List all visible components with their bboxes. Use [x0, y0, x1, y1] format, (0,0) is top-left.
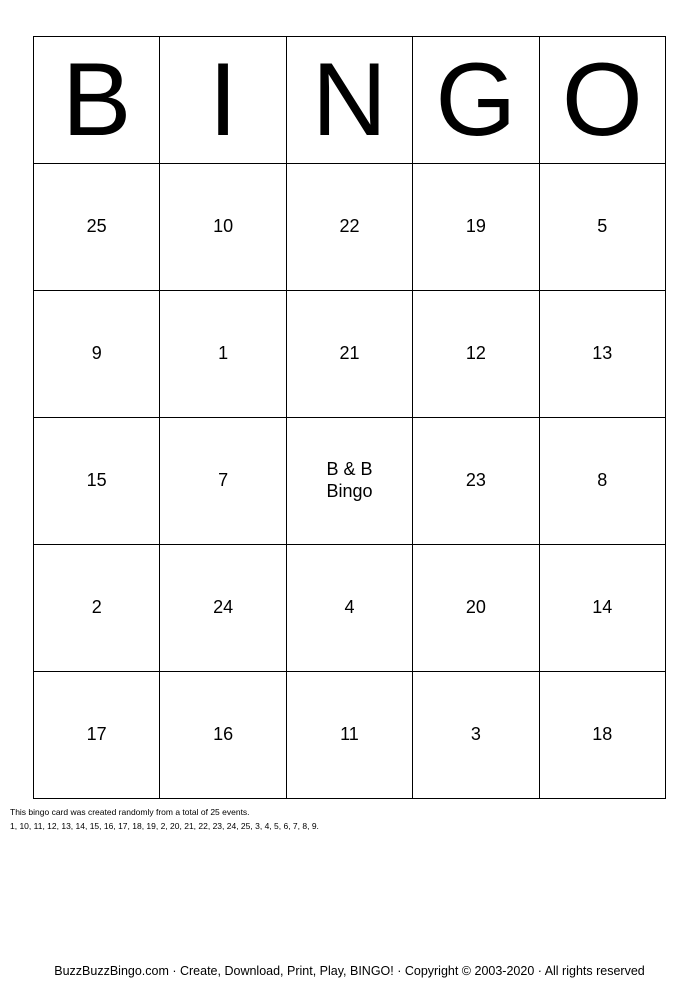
- bingo-card: [33, 36, 666, 799]
- free-space-cell: B & B Bingo: [286, 418, 412, 545]
- card-cell: 9: [34, 291, 160, 418]
- header-letter-i: I: [160, 37, 286, 164]
- card-cell: 1: [160, 291, 286, 418]
- header-letter-b: B: [34, 37, 160, 164]
- card-cell: 16: [160, 672, 286, 799]
- header-row: [34, 37, 666, 164]
- card-row-1: [34, 164, 666, 291]
- header-letter-n: N: [286, 37, 412, 164]
- card-cell: 3: [413, 672, 539, 799]
- card-cell: 7: [160, 418, 286, 545]
- card-row-4: [34, 545, 666, 672]
- card-cell: 2: [34, 545, 160, 672]
- card-cell: 11: [286, 672, 412, 799]
- card-cell: 25: [34, 164, 160, 291]
- card-cell: 13: [539, 291, 665, 418]
- card-cell: 14: [539, 545, 665, 672]
- card-cell: 5: [539, 164, 665, 291]
- card-cell: 22: [286, 164, 412, 291]
- page-footer: BuzzBuzzBingo.com · Create, Download, Print, Play, BINGO! · Copyright © 2003-2020 · All rights reserved: [54, 964, 645, 978]
- header-letter-g: G: [413, 37, 539, 164]
- card-cell: 18: [539, 672, 665, 799]
- card-cell: 19: [413, 164, 539, 291]
- header-letter-o: O: [539, 37, 665, 164]
- card-row-2: [34, 291, 666, 418]
- card-cell: 17: [34, 672, 160, 799]
- card-cell: 8: [539, 418, 665, 545]
- card-note-line-2: 1, 10, 11, 12, 13, 14, 15, 16, 17, 18, 19, 2, 20, 21, 22, 23, 24, 25, 3, 4, 5, 6, 7, 8, 9.: [10, 821, 319, 831]
- card-cell: 15: [34, 418, 160, 545]
- card-cell: 20: [413, 545, 539, 672]
- card-note-line-1: This bingo card was created randomly from a total of 25 events.: [10, 807, 250, 817]
- card-row-3: [34, 418, 666, 545]
- card-row-5: [34, 672, 666, 799]
- card-cell: 24: [160, 545, 286, 672]
- card-cell: 12: [413, 291, 539, 418]
- card-cell: 23: [413, 418, 539, 545]
- card-cell: 4: [286, 545, 412, 672]
- card-cell: 21: [286, 291, 412, 418]
- card-cell: 10: [160, 164, 286, 291]
